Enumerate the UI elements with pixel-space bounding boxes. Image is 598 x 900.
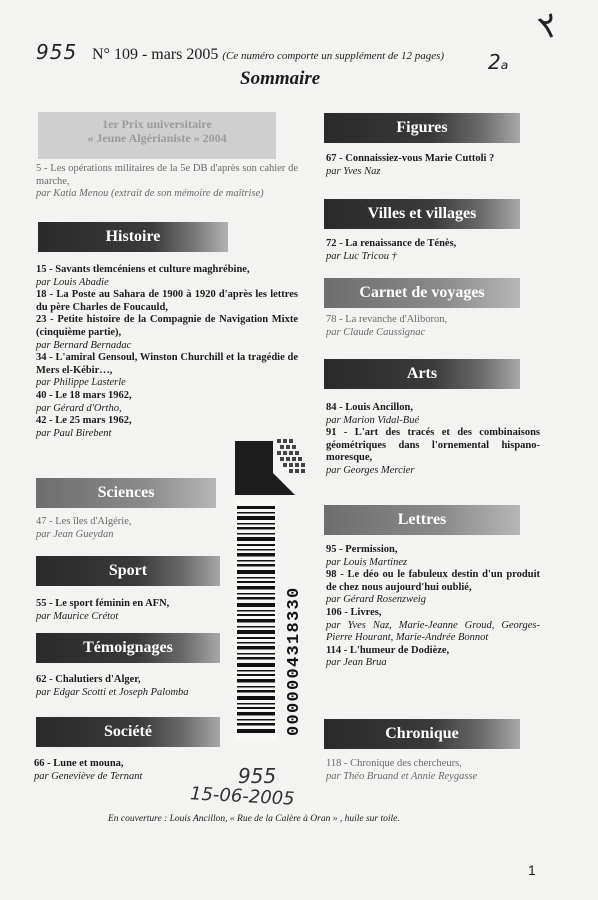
toc-entry: 15 - Savants tlemcéniens et culture maghrébine, par Louis Abadie — [36, 264, 250, 288]
toc-entry: 5 - Les opérations militaires de la 5e DB d'après son cahier de marche, par Katia Menou (extrait de son mémoire de maîtrise) — [36, 163, 298, 200]
toc-entry: 47 - Les îles d'Algérie, par Jean Gueydan — [36, 516, 132, 540]
section-banner-chronique: Chronique — [324, 719, 520, 749]
issue-number: N° 109 - mars 2005 — [92, 46, 219, 63]
toc-entry: 40 - Le 18 mars 1962, par Gérard d'Ortho, — [36, 389, 132, 414]
page-number: 1 — [528, 862, 536, 878]
toc-entry: 67 - Connaissiez-vous Marie Cuttoli ? par Yves Naz — [326, 153, 495, 177]
section-banner-histoire: Histoire — [38, 222, 228, 252]
section-banner-villes-et-villages: Villes et villages — [324, 199, 520, 229]
toc-entry: 106 - Livres, par Yves Naz, Marie-Jeanne Groud, Georges-Pierre Hourant, Marie-Andrée Bonnot — [326, 606, 540, 644]
section-banner-figures: Figures — [324, 113, 520, 143]
issue-line — [92, 46, 444, 64]
toc-entry: 91 - L'art des tracés et des combinaisons géométriques dans l'ornemental hispano-moresque, par Georges Mercier — [326, 427, 540, 476]
cover-caption: En couverture : Louis Ancillon, « Rue de la Calère à Oran » , huile sur toile. — [108, 814, 400, 824]
toc-entry: 66 - Lune et mouna, par Geneviève de Ternant — [34, 758, 143, 782]
toc-entry: 84 - Louis Ancillon, par Marion Vidal-Bué — [326, 402, 420, 426]
section-banner-arts: Arts — [324, 359, 520, 389]
section-banner-societe: Société — [36, 717, 220, 747]
supplement-note: (Ce numéro comporte un supplément de 12 pages) — [222, 50, 445, 62]
toc-entry: 42 - Le 25 mars 1962, par Paul Birebent — [36, 415, 132, 439]
section-banner-carnet-de-voyages: Carnet de voyages — [324, 278, 520, 308]
prize-banner — [38, 112, 276, 159]
stamp-date: 15-06-2005 — [189, 783, 296, 810]
prize-line-1: 1er Prix universitaire — [102, 117, 212, 131]
section-banner-temoignages: Témoignages — [36, 633, 220, 663]
barcode-number — [278, 500, 306, 740]
stamp-code: 955 — [238, 764, 277, 788]
page-title: Sommaire — [240, 68, 321, 89]
toc-entry: 62 - Chalutiers d'Alger, par Edgar Scotti et Joseph Palomba — [36, 674, 189, 698]
toc-entry: 72 - La renaissance de Ténès, par Luc Tricou † — [326, 238, 457, 262]
toc-entry: 114 - L'humeur de Dodièze, par Jean Brua — [326, 644, 450, 669]
prize-line-2: « Jeune Algérianiste » 2004 — [87, 131, 227, 145]
handwritten-reference-number: 955 — [36, 40, 78, 64]
handwritten-arabic-mark: ٢ — [532, 4, 566, 48]
toc-entry: 95 - Permission, par Louis Martinez — [326, 544, 408, 568]
svg-text:0000004318330: 0000004318330 — [285, 586, 304, 736]
toc-list-arts — [326, 402, 540, 478]
toc-entry: 55 - Le sport féminin en AFN, par Maurice Crétot — [36, 598, 170, 622]
library-logo-icon — [233, 435, 311, 499]
section-banner-lettres: Lettres — [324, 505, 520, 535]
toc-entry: 34 - L'amiral Gensoul, Winston Churchill et la tragédie de Mers el-Kébir…, par Philippe Lasterle — [36, 352, 298, 389]
toc-entry: 98 - Le déo ou le fabuleux destin d'un produit de chez nous aujourd'hui oublié, par Gérard Rosenzweig — [326, 569, 540, 606]
section-banner-sport: Sport — [36, 556, 220, 586]
section-banner-sciences: Sciences — [36, 478, 216, 508]
handwritten-mark: 2ₐ — [488, 50, 509, 74]
toc-list-lettres — [326, 544, 540, 670]
toc-list-histoire — [36, 264, 298, 440]
barcode-icon — [235, 500, 277, 740]
toc-entry: 78 - La revanche d'Aliboron, par Claude Caussignac — [326, 314, 448, 338]
toc-entry: 18 - La Poste au Sahara de 1900 à 1920 d'après les lettres du père Charles de Foucauld, — [36, 289, 298, 313]
toc-entry: 23 - Petite histoire de la Compagnie de Navigation Mixte (cinquième partie), par Bernard Bernadac — [36, 314, 298, 351]
toc-entry: 118 - Chronique des chercheurs, par Théo Bruand et Annie Reygasse — [326, 758, 478, 782]
